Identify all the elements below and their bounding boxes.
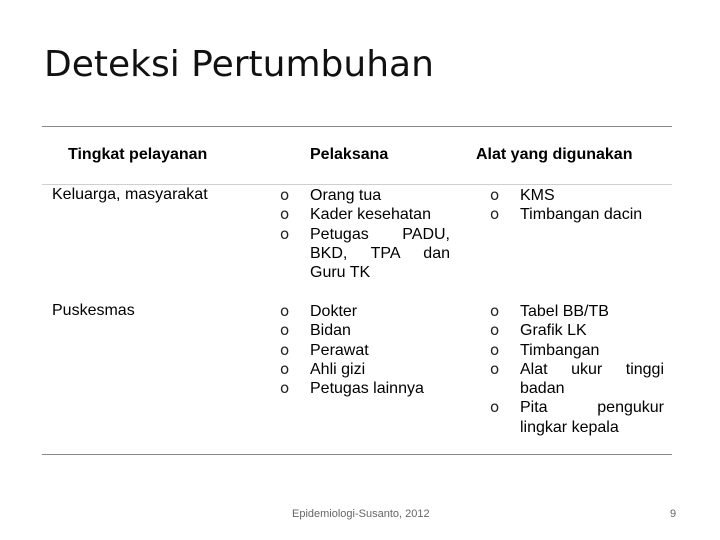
header-divider — [42, 184, 672, 185]
bullet-icon: o — [280, 224, 290, 243]
bullet-icon: o — [280, 186, 290, 204]
bullet-icon: o — [280, 379, 290, 398]
list-item: o Timbangan dacin — [490, 205, 643, 224]
list-item: o Dokter — [280, 302, 358, 320]
bullet-icon: o — [280, 359, 290, 378]
row-1-level: Keluarga, masyarakat — [52, 186, 208, 203]
list-item: o Orang tua — [280, 186, 382, 204]
header-executor: Pelaksana — [310, 146, 389, 163]
bullet-icon: o — [490, 340, 500, 359]
bullet-icon: o — [490, 302, 500, 320]
page-number: 9 — [670, 508, 677, 520]
list-item: o Ahli gizi — [280, 359, 366, 378]
bullet-icon: o — [490, 205, 500, 224]
list-item: o KMS — [490, 186, 555, 204]
row-2-level: Puskesmas — [52, 302, 135, 319]
row-1-tools — [490, 186, 670, 225]
header-tools: Alat yang digunakan — [476, 146, 633, 163]
bullet-icon: o — [490, 321, 500, 340]
row-1-executors — [280, 186, 450, 282]
bullet-icon: o — [490, 398, 500, 417]
list-item: o Tabel BB/TB — [490, 302, 609, 320]
table-bottom-rule — [42, 454, 672, 455]
header-service-level: Tingkat pelayanan — [68, 146, 208, 163]
list-item: o Petugas PADU, BKD, TPA dan Guru TK — [280, 224, 450, 282]
bullet-icon: o — [490, 186, 500, 204]
slide-title: Deteksi Pertumbuhan — [44, 44, 434, 85]
bullet-icon: o — [280, 205, 290, 224]
bullet-icon: o — [490, 359, 500, 378]
bullet-icon: o — [280, 321, 290, 340]
list-item: o Perawat — [280, 340, 369, 359]
bullet-icon: o — [280, 302, 290, 320]
list-item: o Timbangan — [490, 340, 600, 359]
table-top-rule — [42, 126, 672, 127]
bullet-icon: o — [280, 340, 290, 359]
list-item: o Grafik LK — [490, 321, 587, 340]
list-item: o Pita pengukur lingkar kepala — [490, 398, 664, 436]
list-item: o Petugas lainnya — [280, 379, 424, 398]
footer-citation: Epidemiologi-Susanto, 2012 — [292, 508, 430, 520]
list-item: o Bidan — [280, 321, 351, 340]
list-item: o Kader kesehatan — [280, 205, 431, 224]
list-item: o Alat ukur tinggi badan — [490, 359, 664, 398]
row-2-tools — [490, 302, 664, 437]
row-2-executors — [280, 302, 450, 398]
